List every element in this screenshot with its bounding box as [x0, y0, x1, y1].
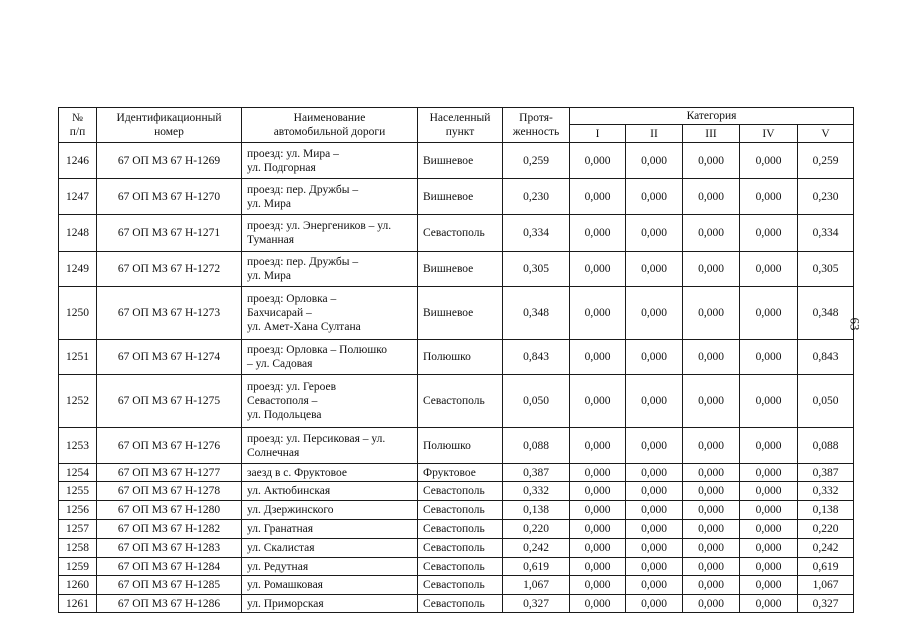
road-name-line: ул. Приморская — [247, 597, 324, 610]
category-2-value: 0,000 — [626, 252, 683, 287]
header-category: Категория — [570, 108, 854, 125]
category-2-value: 0,000 — [626, 428, 683, 464]
category-1-value: 0,000 — [570, 252, 626, 287]
identification-number: 67 ОП МЗ 67 Н-1271 — [97, 215, 242, 252]
category-4-value: 0,000 — [740, 375, 798, 428]
identification-number: 67 ОП МЗ 67 Н-1277 — [97, 464, 242, 482]
row-number: 1260 — [59, 576, 97, 595]
category-3-value: 0,000 — [683, 464, 740, 482]
identification-number: 67 ОП МЗ 67 Н-1275 — [97, 375, 242, 428]
table-body — [59, 143, 854, 613]
settlement: Севастополь — [418, 558, 503, 576]
category-5-value: 0,220 — [798, 520, 854, 539]
category-1-value: 0,000 — [570, 558, 626, 576]
category-2-value: 0,000 — [626, 215, 683, 252]
road-name-line: ул. Дзержинского — [247, 504, 334, 516]
header-category-4: IV — [740, 125, 798, 143]
table-row — [59, 179, 854, 215]
road-name-line: Солнечная — [247, 446, 300, 459]
table-row — [59, 143, 854, 179]
length-value: 0,332 — [503, 482, 570, 501]
category-4-value: 0,000 — [740, 287, 798, 340]
row-number: 1254 — [59, 464, 97, 482]
category-1-value: 0,000 — [570, 375, 626, 428]
row-number: 1253 — [59, 428, 97, 464]
category-2-value: 0,000 — [626, 287, 683, 340]
category-4-value: 0,000 — [740, 501, 798, 520]
category-4-value: 0,000 — [740, 558, 798, 576]
category-5-value: 0,305 — [798, 252, 854, 287]
road-name-line: проезд: ул. Героев — [247, 381, 337, 393]
category-3-value: 0,000 — [683, 215, 740, 252]
table-row — [59, 520, 854, 539]
header-settlement: Населенный пункт — [418, 108, 503, 143]
category-4-value: 0,000 — [740, 482, 798, 501]
category-3-value: 0,000 — [683, 501, 740, 520]
category-5-value: 0,259 — [798, 143, 854, 179]
settlement: Севастополь — [418, 520, 503, 539]
row-number: 1252 — [59, 375, 97, 428]
road-name — [242, 143, 418, 179]
category-5-value: 0,348 — [798, 287, 854, 340]
road-name — [242, 558, 418, 576]
road-name-line: ул. Амет-Хана Султана — [247, 321, 361, 333]
length-value: 0,619 — [503, 558, 570, 576]
road-name — [242, 595, 418, 613]
row-number: 1259 — [59, 558, 97, 576]
category-1-value: 0,000 — [570, 539, 626, 558]
category-5-value: 0,332 — [798, 482, 854, 501]
length-value: 0,387 — [503, 464, 570, 482]
table-row — [59, 501, 854, 520]
category-3-value: 0,000 — [683, 558, 740, 576]
table-row — [59, 539, 854, 558]
settlement: Полюшко — [418, 340, 503, 375]
category-3-value: 0,000 — [683, 576, 740, 595]
category-2-value: 0,000 — [626, 576, 683, 595]
category-1-value: 0,000 — [570, 595, 626, 613]
category-1-value: 0,000 — [570, 464, 626, 482]
length-value: 0,220 — [503, 520, 570, 539]
road-name — [242, 482, 418, 501]
category-3-value: 0,000 — [683, 520, 740, 539]
category-1-value: 0,000 — [570, 287, 626, 340]
category-5-value: 0,050 — [798, 375, 854, 428]
road-name-line: ул. Подольцева — [247, 409, 322, 421]
road-name-line: Туманная — [247, 234, 295, 246]
category-5-value: 0,230 — [798, 179, 854, 215]
category-4-value: 0,000 — [740, 576, 798, 595]
category-2-value: 0,000 — [626, 143, 683, 179]
identification-number: 67 ОП МЗ 67 Н-1272 — [97, 252, 242, 287]
length-value: 0,259 — [503, 143, 570, 179]
table-row — [59, 576, 854, 595]
category-2-value: 0,000 — [626, 482, 683, 501]
road-name-line: ул. Мира — [247, 197, 291, 210]
road-name — [242, 252, 418, 287]
category-3-value: 0,000 — [683, 539, 740, 558]
header-num: № п/п — [59, 108, 97, 143]
table-row — [59, 375, 854, 428]
category-4-value: 0,000 — [740, 520, 798, 539]
road-name — [242, 464, 418, 482]
identification-number: 67 ОП МЗ 67 Н-1285 — [97, 576, 242, 595]
category-4-value: 0,000 — [740, 143, 798, 179]
settlement: Севастополь — [418, 375, 503, 428]
category-5-value: 1,067 — [798, 576, 854, 595]
category-5-value: 0,619 — [798, 558, 854, 576]
category-4-value: 0,000 — [740, 464, 798, 482]
row-number: 1251 — [59, 340, 97, 375]
road-name-line: Севастополя – — [247, 395, 318, 407]
identification-number: 67 ОП МЗ 67 Н-1280 — [97, 501, 242, 520]
category-1-value: 0,000 — [570, 340, 626, 375]
road-name-line: проезд: Орловка – — [247, 293, 337, 305]
settlement: Севастополь — [418, 539, 503, 558]
length-value: 0,327 — [503, 595, 570, 613]
category-1-value: 0,000 — [570, 143, 626, 179]
category-2-value: 0,000 — [626, 375, 683, 428]
category-1-value: 0,000 — [570, 482, 626, 501]
category-3-value: 0,000 — [683, 428, 740, 464]
header-road-name: Наименование автомобильной дороги — [242, 108, 418, 143]
length-value: 0,242 — [503, 539, 570, 558]
table-row — [59, 595, 854, 613]
row-number: 1261 — [59, 595, 97, 613]
category-4-value: 0,000 — [740, 340, 798, 375]
category-4-value: 0,000 — [740, 215, 798, 252]
roads-table — [58, 107, 854, 613]
header-category-2: II — [626, 125, 683, 143]
road-name-line: ул. Подгорная — [247, 161, 316, 174]
road-name — [242, 501, 418, 520]
row-number: 1258 — [59, 539, 97, 558]
identification-number: 67 ОП МЗ 67 Н-1284 — [97, 558, 242, 576]
row-number: 1256 — [59, 501, 97, 520]
identification-number: 67 ОП МЗ 67 Н-1276 — [97, 428, 242, 464]
category-2-value: 0,000 — [626, 340, 683, 375]
category-1-value: 0,000 — [570, 520, 626, 539]
category-5-value: 0,242 — [798, 539, 854, 558]
road-name — [242, 340, 418, 375]
table-row — [59, 464, 854, 482]
category-5-value: 0,327 — [798, 595, 854, 613]
road-name-line: проезд: ул. Энергеников – ул. — [247, 220, 392, 232]
category-5-value: 0,088 — [798, 428, 854, 464]
header-category-3: III — [683, 125, 740, 143]
road-name-line: проезд: пер. Дружбы – — [247, 256, 359, 268]
category-3-value: 0,000 — [683, 340, 740, 375]
row-number: 1249 — [59, 252, 97, 287]
road-name — [242, 539, 418, 558]
length-value: 0,138 — [503, 501, 570, 520]
category-3-value: 0,000 — [683, 482, 740, 501]
identification-number: 67 ОП МЗ 67 Н-1278 — [97, 482, 242, 501]
row-number: 1255 — [59, 482, 97, 501]
length-value: 0,334 — [503, 215, 570, 252]
category-2-value: 0,000 — [626, 464, 683, 482]
road-name-line: ул. Ромашковая — [247, 579, 323, 591]
category-2-value: 0,000 — [626, 179, 683, 215]
settlement: Севастополь — [418, 215, 503, 252]
road-name — [242, 179, 418, 215]
road-name-line: ул. Гранатная — [247, 523, 314, 535]
settlement: Вишневое — [418, 287, 503, 340]
category-1-value: 0,000 — [570, 501, 626, 520]
table-row — [59, 340, 854, 375]
row-number: 1250 — [59, 287, 97, 340]
category-1-value: 0,000 — [570, 179, 626, 215]
category-2-value: 0,000 — [626, 595, 683, 613]
category-3-value: 0,000 — [683, 179, 740, 215]
road-name — [242, 375, 418, 428]
category-2-value: 0,000 — [626, 558, 683, 576]
category-4-value: 0,000 — [740, 539, 798, 558]
road-name — [242, 576, 418, 595]
length-value: 0,230 — [503, 179, 570, 215]
table-row — [59, 215, 854, 252]
settlement: Вишневое — [418, 179, 503, 215]
identification-number: 67 ОП МЗ 67 Н-1273 — [97, 287, 242, 340]
settlement: Вишневое — [418, 252, 503, 287]
category-4-value: 0,000 — [740, 428, 798, 464]
category-4-value: 0,000 — [740, 252, 798, 287]
table-row — [59, 287, 854, 340]
row-number: 1257 — [59, 520, 97, 539]
category-1-value: 0,000 — [570, 215, 626, 252]
length-value: 0,305 — [503, 252, 570, 287]
settlement: Севастополь — [418, 501, 503, 520]
category-4-value: 0,000 — [740, 179, 798, 215]
road-name — [242, 215, 418, 252]
header-length: Протя- женность — [503, 108, 570, 143]
road-name-line: – ул. Садовая — [247, 358, 313, 370]
row-number: 1246 — [59, 143, 97, 179]
category-1-value: 0,000 — [570, 576, 626, 595]
table-row — [59, 252, 854, 287]
road-name-line: ул. Редутная — [247, 560, 309, 573]
settlement: Полюшко — [418, 428, 503, 464]
category-1-value: 0,000 — [570, 428, 626, 464]
category-3-value: 0,000 — [683, 595, 740, 613]
length-value: 0,050 — [503, 375, 570, 428]
row-number: 1248 — [59, 215, 97, 252]
road-name-line: заезд в с. Фруктовое — [247, 466, 347, 479]
table-row — [59, 428, 854, 464]
row-number: 1247 — [59, 179, 97, 215]
table-row — [59, 558, 854, 576]
road-name — [242, 520, 418, 539]
page-number: 63 — [847, 317, 863, 331]
road-name-line: проезд: Орловка – Полюшко — [247, 344, 387, 356]
category-2-value: 0,000 — [626, 520, 683, 539]
road-name-line: проезд: пер. Дружбы – — [247, 183, 359, 196]
header-category-5: V — [798, 125, 854, 143]
road-name-line: ул. Скалистая — [247, 542, 315, 554]
category-5-value: 0,387 — [798, 464, 854, 482]
road-name-line: ул. Актюбинская — [247, 485, 331, 497]
category-2-value: 0,000 — [626, 539, 683, 558]
category-3-value: 0,000 — [683, 143, 740, 179]
road-name-line: проезд: ул. Мира – — [247, 147, 339, 160]
road-name — [242, 287, 418, 340]
identification-number: 67 ОП МЗ 67 Н-1274 — [97, 340, 242, 375]
category-2-value: 0,000 — [626, 501, 683, 520]
identification-number: 67 ОП МЗ 67 Н-1283 — [97, 539, 242, 558]
road-name-line: Бахчисарай – — [247, 307, 312, 319]
length-value: 1,067 — [503, 576, 570, 595]
category-3-value: 0,000 — [683, 252, 740, 287]
category-4-value: 0,000 — [740, 595, 798, 613]
length-value: 0,348 — [503, 287, 570, 340]
identification-number: 67 ОП МЗ 67 Н-1269 — [97, 143, 242, 179]
settlement: Вишневое — [418, 143, 503, 179]
category-5-value: 0,138 — [798, 501, 854, 520]
category-5-value: 0,334 — [798, 215, 854, 252]
header-id: Идентификационный номер — [97, 108, 242, 143]
road-name-line: проезд: ул. Персиковая – ул. — [247, 432, 386, 445]
length-value: 0,843 — [503, 340, 570, 375]
identification-number: 67 ОП МЗ 67 Н-1286 — [97, 595, 242, 613]
road-name-line: ул. Мира — [247, 270, 291, 282]
table-row — [59, 482, 854, 501]
length-value: 0,088 — [503, 428, 570, 464]
header-category-1: I — [570, 125, 626, 143]
road-name — [242, 428, 418, 464]
category-5-value: 0,843 — [798, 340, 854, 375]
settlement: Фруктовое — [418, 464, 503, 482]
settlement: Севастополь — [418, 576, 503, 595]
settlement: Севастополь — [418, 482, 503, 501]
settlement: Севастополь — [418, 595, 503, 613]
identification-number: 67 ОП МЗ 67 Н-1270 — [97, 179, 242, 215]
category-3-value: 0,000 — [683, 287, 740, 340]
category-3-value: 0,000 — [683, 375, 740, 428]
identification-number: 67 ОП МЗ 67 Н-1282 — [97, 520, 242, 539]
